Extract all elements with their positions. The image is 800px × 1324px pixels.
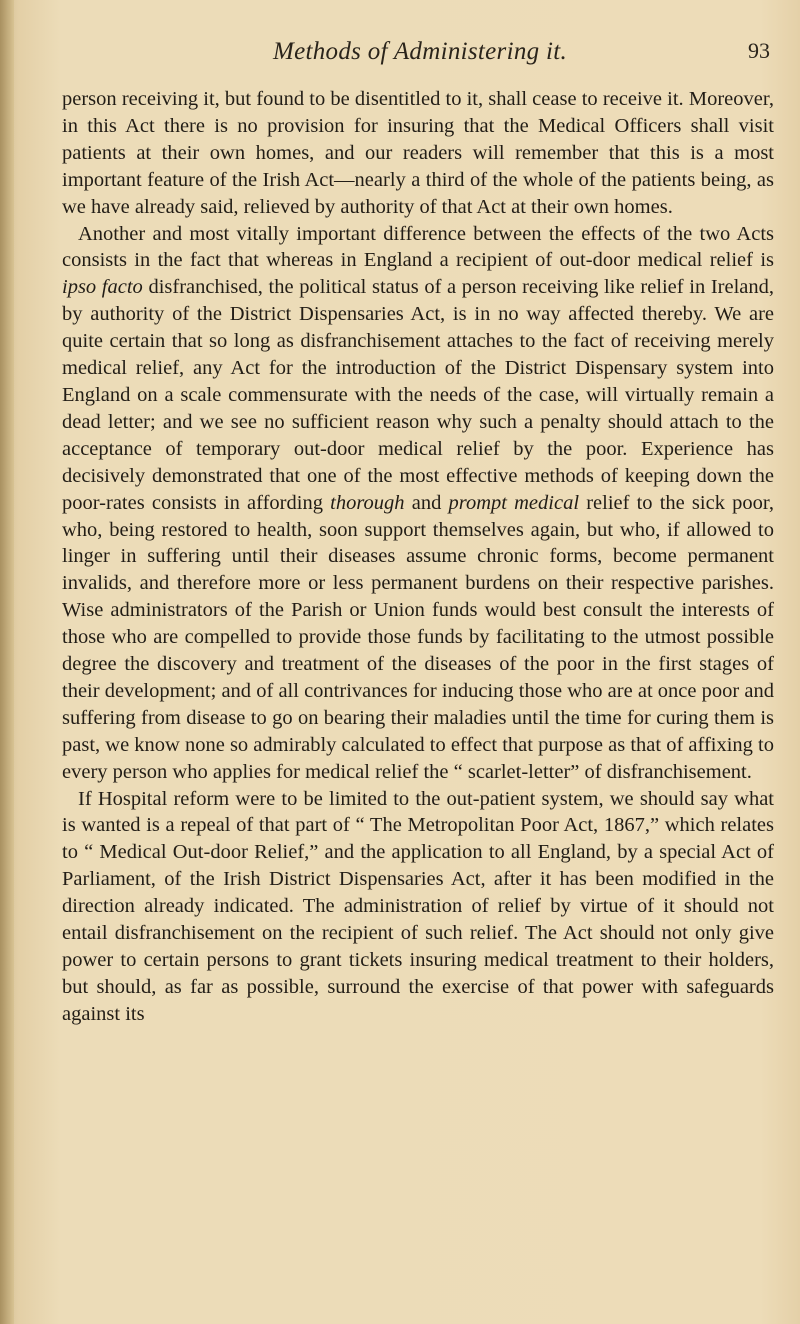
body-text [62,86,774,1028]
italic-segment: prompt medical [448,491,580,514]
text-segment: Another and most vitally important difference between the effects of the two Acts consists in the fact that whereas in England a recipient of out-door medical relief is [62,222,774,272]
text-segment: and [404,491,449,514]
text-segment: person receiving it, but found to be disentitled to it, shall cease to receive it. Moreover, in this Act there is no provision for insuring that the Medical Officers shall visit patients at their own homes, and our readers will remember that this is a most important feature of the Irish Act—nearly a third of the whole of the patients being, as we have already said, relieved by authority of that Act at their own homes. [62,88,774,218]
page-binding-edge [0,0,14,1324]
text-segment: If Hospital reform were to be limited to the out-patient system, we should say what is wanted is a repeal of that part of “ The Metropolitan Poor Act, 1867,” which relates to “ Medical Out-door Relief,” and the application to all England, by a special Act of Parliament, of the Irish District Dispensaries Act, after it has been modified in the direction already indicated. The administration of relief by virtue of it should not entail disfranchisement on the recipient of such relief. The Act should not only give power to certain persons to grant tickets insuring medical treatment to their holders, but should, as far as possible, surround the exercise of that power with safeguards against its [62,787,774,1025]
page-header [80,38,770,72]
paragraph-1 [62,86,774,221]
paragraph-3 [62,786,774,1028]
italic-segment: thorough [330,491,405,514]
text-segment: disfranchised, the political status of a person receiving like relief in Ireland, by authority of the District Dispensaries Act, is in no way affected thereby. We are quite certain that so long as disfranchisement attaches to the fact of receiving merely medical relief, any Act for the introduction of the District Dispensary system into England on a scale commensurate with the needs of the case, will virtually remain a dead letter; and we see no sufficient reason why such a penalty should attach to the acceptance of temporary out-door medical relief by the poor. Experience has decisively demonstrated that one of the most effective methods of keeping down the poor-rates consists in affording [62,276,775,514]
italic-segment: ipso facto [62,276,143,299]
page-number: 93 [748,38,770,63]
paragraph-2 [62,221,774,786]
running-title: Methods of Administering it. [272,38,568,65]
text-segment: relief to the sick poor, who, being restored to health, soon support themselves again, but who, if allowed to linger in suffering until their diseases assume chronic forms, become permanent invalids, and therefore more or less permanent burdens on their respective parishes. Wise administrators of the Parish or Union funds would best consult the interests of those who are compelled to provide those funds by facilitating to the utmost possible degree the discovery and treatment of the diseases of the poor in the first stages of their development; and of all contrivances for inducing those who are at once poor and suffering from disease to go on bearing their maladies until the time for curing them is past, we know none so admirably calculated to effect that purpose as that of affixing to every person who applies for medical relief the “ scarlet-letter” of disfranchisement. [62,491,774,783]
